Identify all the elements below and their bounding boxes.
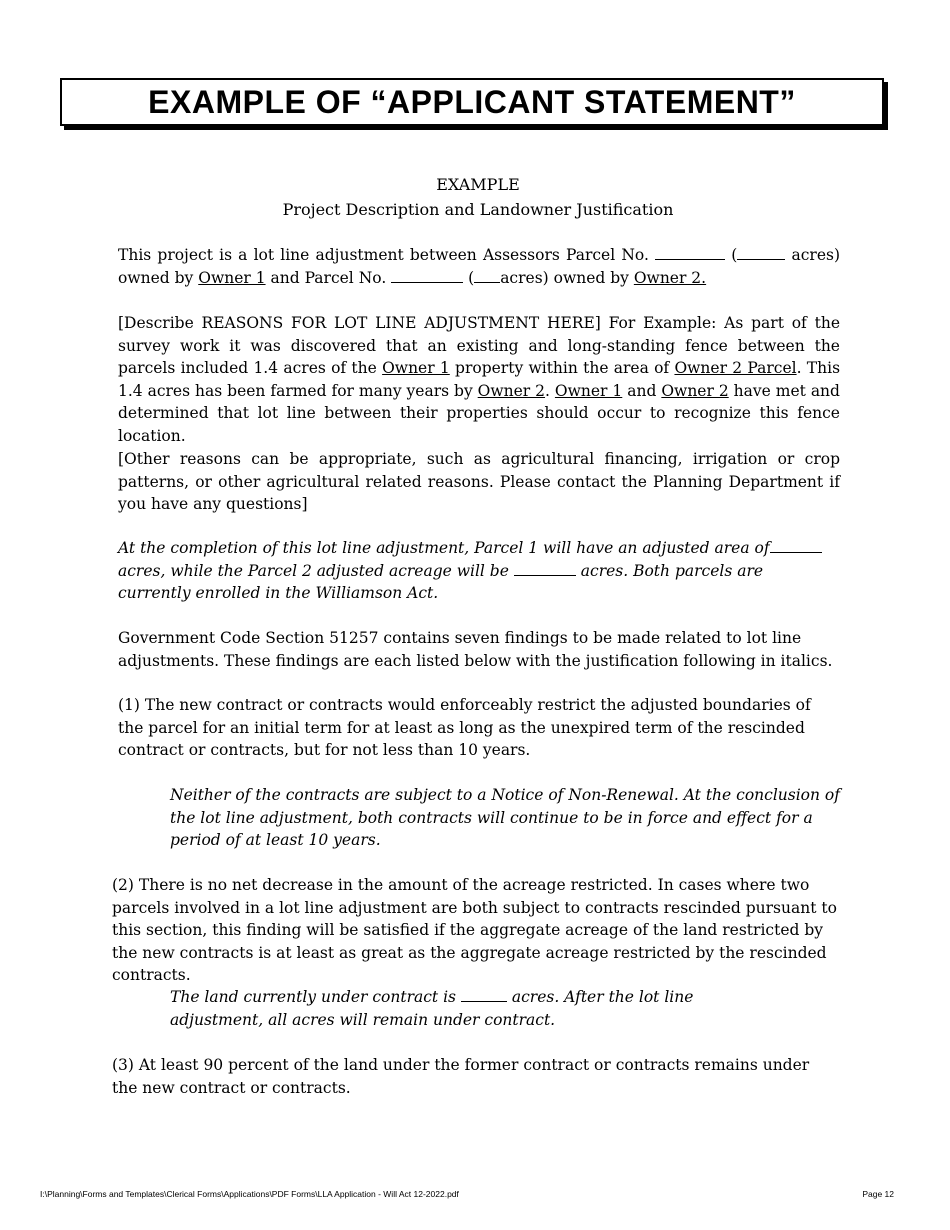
text: ( [731, 246, 738, 264]
reasons-paragraph [118, 312, 840, 447]
owner1-ref: Owner 1 [198, 268, 266, 287]
owner1-ref: Owner 1 [382, 359, 450, 377]
text: and [627, 381, 657, 400]
acres-blank [770, 538, 822, 553]
acres-blank [474, 268, 500, 283]
acres-blank [514, 561, 576, 576]
acreage-paragraph [118, 537, 840, 605]
text: acres. Both parcels are currently enrolled in the Williamson Act. [118, 561, 764, 602]
text: The land currently under contract is [170, 988, 456, 1006]
text: acres, while the Parcel 2 adjusted acreage will be [118, 561, 509, 580]
text: acres) owned by [500, 268, 629, 287]
text: . [545, 381, 550, 400]
acres-blank [737, 245, 785, 260]
text: acres) owned by [118, 246, 840, 287]
heading-block [118, 172, 838, 222]
finding-1: (1) The new contract or contracts would enforceably restrict the adjusted boundaries of the parcel for an initial term for at least as long as the unexpired term of the rescinded contract or contracts, but for not less than 10 years. [118, 696, 811, 759]
text: acres. After the lot line adjustment, all acres will remain under contract. [170, 988, 694, 1029]
text: At the completion of this lot line adjustment, Parcel 1 will have an adjusted area of [118, 539, 770, 557]
intro-paragraph [118, 244, 840, 289]
text: This project is a lot line adjustment between Assessors Parcel No. [118, 246, 649, 264]
owner2-ref: Owner 2 [477, 381, 546, 400]
finding-2: (2) There is no net decrease in the amount of the acreage restricted. In cases where two parcels involved in a lot line adjustment are both subject to contracts rescinded pursuant to this section, this finding will be satisfied if the aggregate acreage of the land restricted by the new contracts is at least as great as the aggregate acreage restricted by the rescinded contracts. [112, 876, 837, 984]
example-heading: EXAMPLE [436, 175, 520, 194]
banner-title: EXAMPLE OF “APPLICANT STATEMENT” [148, 84, 796, 120]
subtitle-heading: Project Description and Landowner Justification [282, 200, 674, 219]
apn-blank [655, 245, 725, 260]
footer-file-path: I:\Planning\Forms and Templates\Clerical Forms\Applications\PDF Forms\LLA Application - Will Act 12-2022.pdf [40, 1189, 459, 1199]
justification-2 [170, 986, 790, 1031]
code-section-paragraph: Government Code Section 51257 contains seven findings to be made related to lot line adjustments. These findings are each listed below with the justification following in italics. [118, 629, 833, 670]
other-reasons-paragraph: [Other reasons can be appropriate, such as agricultural financing, irrigation or crop patterns, or other agricultural related reasons. Please contact the Planning Department if you have any questions] [118, 450, 840, 513]
text: and Parcel No. [270, 268, 387, 287]
text: [Describe REASONS FOR LOT LINE ADJUSTMENT HERE] For Example: As part of the survey work it was discovered that an existing and long-standing fence between the parcels included 1.4 acres of the [118, 314, 840, 377]
owner2-ref: Owner 2 Parcel [674, 359, 797, 377]
text: have met and determined that lot line between their properties should occur to recognize this fence location. [118, 381, 840, 445]
page-number: Page 12 [862, 1189, 894, 1199]
text: ( [468, 268, 475, 287]
acres-blank [461, 987, 507, 1002]
justification-1: Neither of the contracts are subject to a Notice of Non-Renewal. At the conclusion of the lot line adjustment, both contracts will continue to be in force and effect for a period of at least 10 years. [170, 786, 840, 849]
apn-blank [391, 268, 463, 283]
finding-3: (3) At least 90 percent of the land under the former contract or contracts remains under the new contract or contracts. [112, 1056, 810, 1097]
owner1-ref: Owner 1 [554, 381, 623, 400]
owner2-ref: Owner 2 [661, 381, 729, 400]
text: . This 1.4 acres has been farmed for many years by [118, 359, 841, 400]
text: property within the area of [455, 359, 670, 377]
owner2-ref: Owner 2. [633, 268, 707, 287]
title-banner [60, 78, 884, 126]
